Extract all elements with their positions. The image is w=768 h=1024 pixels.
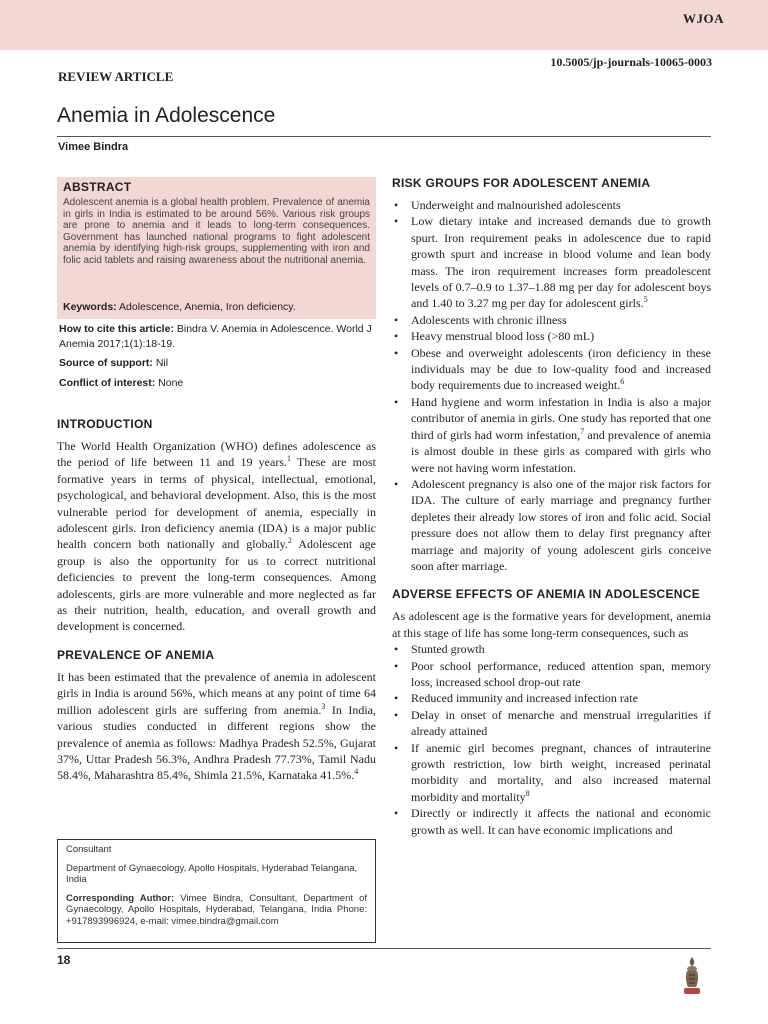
publisher-logo-icon (680, 955, 704, 997)
footer-rule (57, 948, 711, 949)
risk-item-text: Adolescents with chronic illness (411, 312, 567, 327)
ref-2[interactable]: 2 (287, 536, 292, 546)
risk-item-text: Low dietary intake and increased demands due to growth spurt. Iron requirement peaks in adolescence due to rapid growth spurt and increase in blood volume and lean body mass. The iron requirement increases form preadolescent levels of 0.7–0.9 to 1.37–1.88 mg per day for adolescent boys and 1.40 to 3.27 mg per day for adolescent girls. (411, 214, 711, 311)
adverse-item-text: If anemic girl becomes pregnant, chances of intrauterine growth restriction, low birth weight, increased perinatal morbidity and mortality, and also increased maternal morbidity and mortality (411, 740, 711, 804)
keywords-text: Adolescence, Anemia, Iron deficiency. (119, 301, 296, 313)
ref-6[interactable]: 6 (620, 377, 625, 387)
support-text: Nil (155, 357, 169, 369)
adverse-item-text: Stunted growth (411, 642, 485, 657)
affiliation-role: Consultant (66, 844, 112, 855)
list-item (392, 345, 711, 394)
intro-text-b: These are most formative years in terms of physical, intellectual, emotional, psychological, and behavioral development. Also, this is the most vulnerable period for development of anemia, especially in adolescent girls. Iron deficiency anemia (IDA) is a major public health concern both nationally and globally. (57, 455, 377, 552)
ref-4[interactable]: 4 (354, 767, 359, 777)
header-band (0, 0, 768, 50)
keywords-label: Keywords: (63, 301, 117, 313)
abstract-text: Adolescent anemia is a global health problem. Prevalence of anemia in girls in India is estimated to be around 56%. Various risk groups are prone to anemia and it leads to long-term consequences. Government has launched national programs to fight adolescent anemia by identifying high-risk groups, supplementing with iron and folic acid tablets and raising awareness about the nutritional anemia. (63, 197, 370, 266)
support-label: Source of support: (59, 357, 153, 369)
intro-text-c: Adolescent age group is also the opportunity for us to correct nutritional deficiencies to prevent the long-term consequences. Among adolescents, girls are more vulnerable and more neglected as far as their nutrition, health, education, and overall growth and development is concerned. (57, 537, 376, 634)
risk-groups-list (392, 197, 711, 574)
affiliation-dept: Department of Gynaecology, Apollo Hospitals, Hyderabad Telangana, India (66, 862, 358, 885)
abstract-box (57, 177, 376, 319)
list-item (392, 328, 711, 344)
list-item (392, 394, 711, 476)
risk-item-text: Hand hygiene and worm infestation in India is also a major contributor of anemia in girls. One study has reported that one third of girls had worm infestation, (411, 394, 711, 442)
risk-item-text: Heavy menstrual blood loss (>80 mL) (411, 329, 595, 344)
introduction-paragraph (57, 438, 376, 635)
abstract-heading: ABSTRACT (63, 180, 132, 194)
list-item (392, 476, 711, 574)
ref-5[interactable]: 5 (643, 295, 648, 305)
ref-8[interactable]: 8 (525, 788, 530, 798)
conflict-text: None (158, 377, 184, 389)
conflict-of-interest (59, 376, 183, 391)
list-item (392, 197, 711, 213)
affiliation-box (57, 839, 376, 943)
journal-name: WJOA (683, 11, 724, 26)
ref-7[interactable]: 7 (580, 426, 585, 436)
prevalence-text-b: In India, various studies conducted in different regions show the prevalence of anemia as follows: Madhya Pradesh 52.5%, Gujarat 37%, Uttar Pradesh 56.3%, Andhra Pradesh 77.73%, Tamil Nadu 58.4%, Maharashtra 85.4%, Shimla 21.5%, Karnataka 41.5%. (57, 702, 377, 783)
prevalence-text-a: It has been estimated that the prevalence of anemia in adolescent girls in India is around 56%, which means at any point of time 64 million adolescent girls are suffering from anemia. (57, 669, 376, 717)
list-item (392, 213, 711, 311)
list-item (392, 312, 711, 328)
introduction-heading: INTRODUCTION (57, 417, 153, 431)
list-item (392, 690, 711, 706)
author: Vimee Bindra (58, 141, 129, 153)
adverse-item-text: Poor school performance, reduced attention span, memory loss, increased school drop-out rate (411, 658, 711, 689)
adverse-effects-heading: ADVERSE EFFECTS OF ANEMIA IN ADOLESCENCE (392, 587, 701, 602)
adverse-intro: As adolescent age is the formative years for development, anemia at this stage of life has some long-term consequences, such as (392, 609, 711, 640)
list-item (392, 740, 711, 806)
list-item (392, 707, 711, 740)
ref-1[interactable]: 1 (287, 454, 292, 464)
risk-item-text: Underweight and malnourished adolescents (411, 198, 621, 212)
risk-item-text: Adolescent pregnancy is also one of the major risk factors for IDA. The culture of early marriage and pregnancy further depletes their already low stores of iron and folic acid. Social pressure does not allow them to delay first pregnancy after marriage and majority of young adolescent girls conceive soon after marriage. (411, 476, 711, 573)
risk-groups-heading: RISK GROUPS FOR ADOLESCENT ANEMIA (392, 176, 651, 190)
prevalence-paragraph (57, 669, 376, 784)
risk-item-text: Obese and overweight adolescents (iron deficiency in these individuals may be due to low-quality food and increased body requirements due to increased weight. (411, 345, 711, 393)
corresponding-label: Corresponding Author: (66, 892, 175, 904)
page-number: 18 (57, 953, 71, 967)
title-rule (57, 136, 711, 137)
conflict-label: Conflict of interest: (59, 377, 156, 389)
adverse-effects-list (392, 641, 711, 838)
list-item (392, 641, 711, 657)
risk-item-text: and prevalence of anemia is almost double in these girls as compared with girls who were not having worm infestation. (411, 427, 711, 475)
list-item (392, 805, 711, 838)
corresponding-author (66, 893, 367, 928)
ref-3[interactable]: 3 (321, 701, 326, 711)
doi[interactable]: 10.5005/jp-journals-10065-0003 (550, 55, 712, 69)
intro-text-a: The World Health Organization (WHO) defines adolescence as the period of life between 11 and 19 years. (57, 439, 376, 470)
article-title: Anemia in Adolescence (57, 104, 276, 127)
article-type: REVIEW ARTICLE (58, 69, 174, 84)
cite-text: Bindra V. Anemia in Adolescence. World J Anemia 2017;1(1):18-19. (59, 323, 372, 350)
left-column (57, 416, 376, 796)
cite-label: How to cite this article: (59, 323, 174, 335)
adverse-item-text: Directly or indirectly it affects the national and economic growth as well. It can have economic implications and (411, 806, 711, 837)
source-of-support (59, 356, 168, 371)
citation (59, 322, 379, 352)
adverse-item-text: Delay in onset of menarche and menstrual irregularities if already attained (411, 707, 711, 739)
right-column (392, 175, 711, 850)
keywords (63, 301, 296, 313)
corresponding-text: Vimee Bindra, Consultant, Department of Gynaecology, Apollo Hospitals, Hyderabad, Telangana, India Phone: +917893996924, e-mail: vimee.bindra@gmail.com (66, 892, 368, 927)
adverse-item-text: Reduced immunity and increased infection rate (411, 691, 638, 706)
prevalence-heading: PREVALENCE OF ANEMIA (57, 647, 215, 662)
list-item (392, 658, 711, 691)
